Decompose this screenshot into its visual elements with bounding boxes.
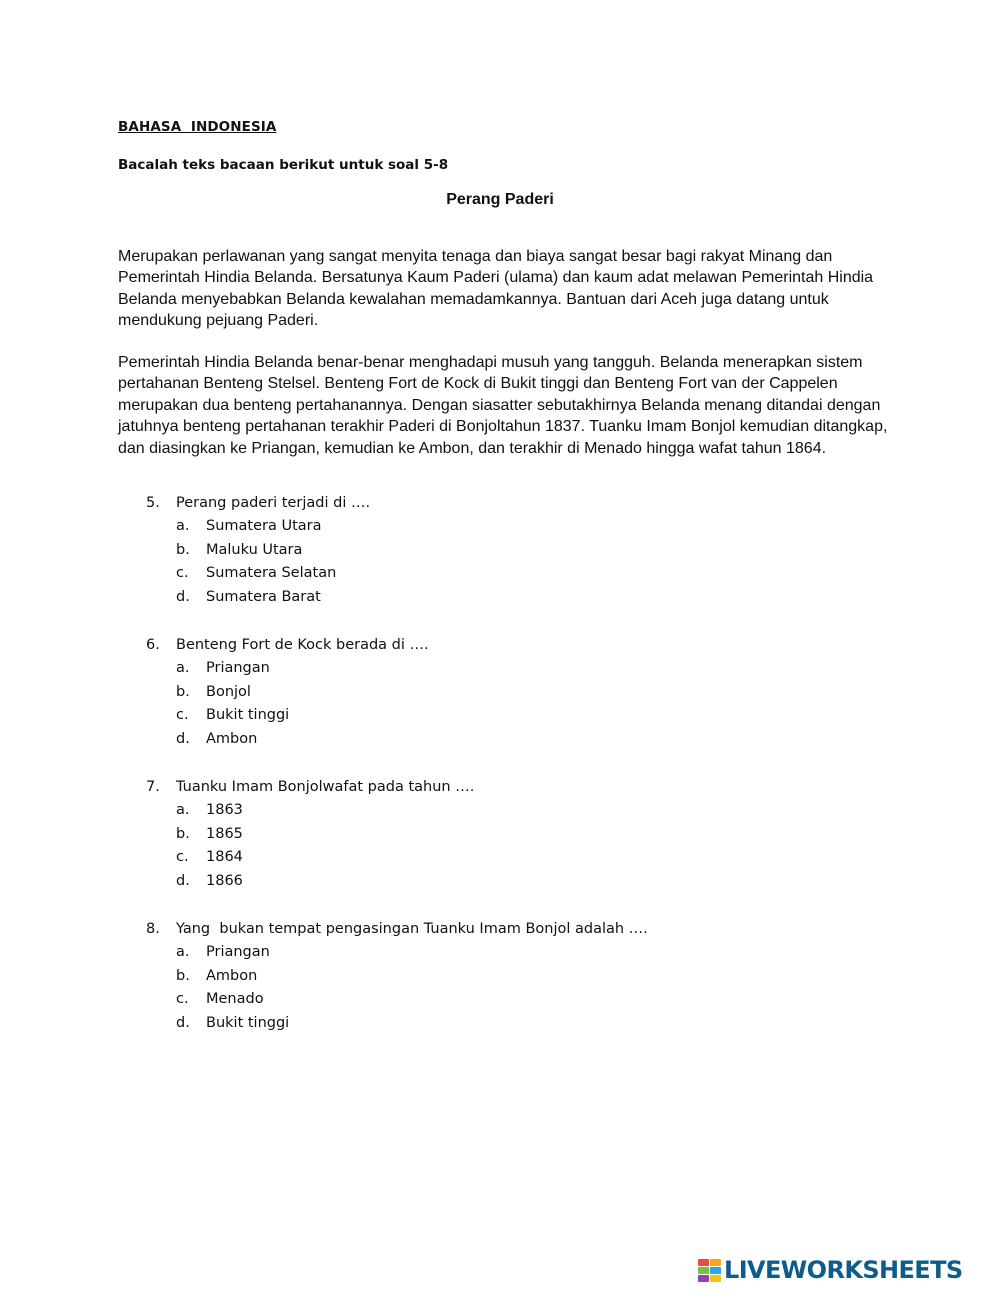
answer-option[interactable]: [146, 870, 474, 894]
option-text: Sumatera Selatan: [206, 565, 337, 582]
question-7: [146, 775, 474, 894]
option-letter: b.: [176, 825, 190, 842]
answer-option[interactable]: [146, 728, 429, 752]
option-text: Priangan: [206, 944, 270, 960]
option-letter: a.: [176, 944, 190, 960]
option-letter: c.: [176, 991, 189, 1008]
reading-paragraph-1: Merupakan perlawanan yang sangat menyita tenaga dan biaya sangat besar bagi rakyat Minang dan Pemerintah Hindia Belanda. Bersatunya Kaum Paderi (ulama) dan kaum adat melawan Pemerintah Hindia Belanda menyebabkan Belanda kewalahan memadamkannya. Bantuan dari Aceh juga datang untuk mendukung pejuang Paderi.: [118, 248, 874, 330]
reading-paragraph-2: Pemerintah Hindia Belanda benar-benar menghadapi musuh yang tangguh. Belanda menerapkan sistem pertahanan Benteng Stelsel. Benteng Fort de Kock di Bukit tinggi dan Benteng Fort van der Cappelen merupakan dua benteng pertahanannya. Dengan siasatter sebutakhirnya Belanda menang ditandai dengan jatuhnya benteng pertahanan terakhir Paderi di Bonjoltahun 1837. Tuanku Imam Bonjol kemudian ditangkap, dan diasingkan ke Priangan, kemudian ke Ambon, dan terakhir di Menado hingga wafat tahun 1864.: [118, 354, 888, 457]
option-text: Sumatera Utara: [206, 518, 322, 534]
question-number: 7.: [146, 779, 160, 795]
answer-option[interactable]: [146, 965, 648, 989]
answer-option[interactable]: [146, 823, 474, 847]
answer-option[interactable]: [146, 799, 474, 823]
option-letter: a.: [176, 518, 190, 534]
option-letter: b.: [176, 967, 190, 984]
logo-tile: [698, 1275, 709, 1282]
option-letter: d.: [176, 1015, 190, 1032]
option-letter: b.: [176, 683, 190, 700]
answer-option[interactable]: [146, 704, 429, 728]
option-letter: d.: [176, 731, 190, 748]
option-text: Priangan: [206, 660, 270, 676]
option-text: Bukit tinggi: [206, 1015, 290, 1032]
answer-option[interactable]: [146, 562, 370, 586]
reading-title: Perang Paderi: [446, 191, 554, 208]
question-6: [146, 633, 429, 752]
answer-option[interactable]: [146, 586, 370, 610]
question-stem: [146, 491, 370, 515]
answer-option[interactable]: [146, 941, 648, 965]
option-text: Menado: [206, 991, 264, 1008]
question-text: Tuanku Imam Bonjolwafat pada tahun ….: [176, 779, 475, 795]
instruction-text: Bacalah teks bacaan berikut untuk soal 5-8: [118, 157, 449, 173]
answer-option[interactable]: [146, 1012, 648, 1036]
logo-tile: [710, 1275, 721, 1282]
option-letter: d.: [176, 873, 190, 890]
liveworksheets-logo-icon: [698, 1259, 721, 1282]
liveworksheets-logo: [698, 1256, 963, 1284]
option-text: 1864: [206, 849, 243, 866]
question-8: [146, 917, 648, 1036]
question-stem: [146, 633, 429, 657]
logo-tile: [698, 1259, 709, 1266]
answer-option[interactable]: [146, 657, 429, 681]
option-letter: c.: [176, 565, 189, 582]
logo-text: LIVEWORKSHEETS: [724, 1256, 963, 1284]
option-text: Sumatera Barat: [206, 589, 321, 606]
option-text: Ambon: [206, 731, 258, 748]
option-text: Ambon: [206, 967, 258, 984]
question-text: Perang paderi terjadi di ….: [176, 495, 371, 511]
question-number: 6.: [146, 637, 160, 653]
option-letter: d.: [176, 589, 190, 606]
option-text: 1863: [206, 802, 243, 818]
subject-heading: BAHASA INDONESIA: [118, 119, 277, 135]
option-letter: a.: [176, 802, 190, 818]
option-text: 1865: [206, 825, 243, 842]
question-stem: [146, 917, 648, 941]
option-text: 1866: [206, 873, 243, 890]
question-number: 5.: [146, 495, 160, 511]
option-letter: b.: [176, 541, 190, 558]
answer-option[interactable]: [146, 539, 370, 563]
option-letter: a.: [176, 660, 190, 676]
logo-tile: [710, 1267, 721, 1274]
option-letter: c.: [176, 849, 189, 866]
question-text: Benteng Fort de Kock berada di ….: [176, 637, 429, 653]
answer-option[interactable]: [146, 681, 429, 705]
answer-option[interactable]: [146, 846, 474, 870]
answer-option[interactable]: [146, 988, 648, 1012]
logo-tile: [710, 1259, 721, 1266]
question-5: [146, 491, 370, 610]
question-number: 8.: [146, 921, 160, 937]
question-text: Yang bukan tempat pengasingan Tuanku Imam Bonjol adalah ….: [176, 921, 648, 937]
answer-option[interactable]: [146, 515, 370, 539]
option-letter: c.: [176, 707, 189, 724]
option-text: Bonjol: [206, 683, 251, 700]
logo-tile: [698, 1267, 709, 1274]
question-stem: [146, 775, 474, 799]
option-text: Bukit tinggi: [206, 707, 290, 724]
option-text: Maluku Utara: [206, 541, 303, 558]
